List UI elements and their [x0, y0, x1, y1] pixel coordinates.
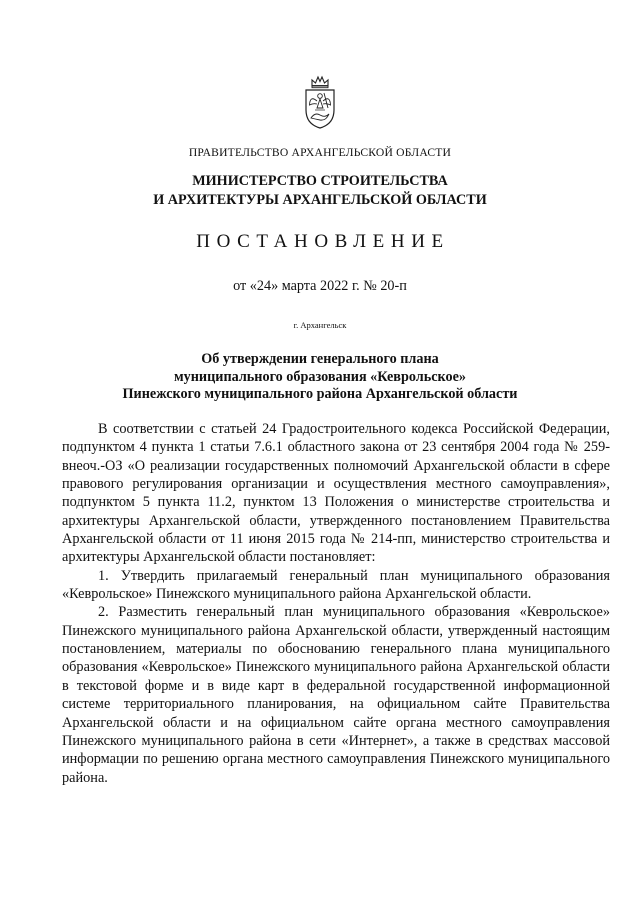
document-body — [62, 420, 610, 787]
subject-line2: муниципального образования «Кеврольское» — [174, 369, 466, 385]
government-name: ПРАВИТЕЛЬСТВО АРХАНГЕЛЬСКОЙ ОБЛАСТИ — [188, 146, 452, 159]
body-paragraph-item-1: 1. Утвердить прилагаемый генеральный план муниципального образования «Кеврольское» Пинежского муниципального района Архангельской области. — [62, 567, 610, 603]
body-paragraph-preamble: В соответствии с статьей 24 Градостроительного кодекса Российской Федерации, подпунктом 4 пункта 1 статьи 7.6.1 областного закона от 23 сентября 2004 года № 259-внеоч.-ОЗ «О реализации государственных полномочий Архангельской области в сфере правового регулирования организации и осуществления местного самоуправления», подпунктом 5 пункта 11.2, пунктом 13 Положения о министерстве строительства и архитектуры Архангельской области, утвержденного постановлением Правительства Архангельской области от 11 июня 2015 года № 214-пп, министерство строительства и архитектуры Архангельской области постановляет: — [62, 421, 610, 566]
ministry-name-line2: И АРХИТЕКТУРЫ АРХАНГЕЛЬСКОЙ ОБЛАСТИ — [153, 192, 487, 208]
ministry-name-line1: МИНИСТЕРСТВО СТРОИТЕЛЬСТВА — [192, 173, 448, 189]
coat-of-arms-icon — [303, 74, 337, 130]
subject-line3: Пинежского муниципального района Архангельской области — [122, 386, 518, 402]
document-city: г. Архангельск — [293, 320, 347, 330]
subject-line1: Об утверждении генерального плана — [201, 351, 439, 367]
document-type: ПОСТАНОВЛЕНИЕ — [196, 231, 450, 252]
body-paragraph-item-2: 2. Разместить генеральный план муниципального образования «Кеврольское» Пинежского муниципального района Архангельской области, утвержденный настоящим постановлением, материалы по обоснованию генерального плана муниципального образования «Кеврольское» Пинежского муниципального района Архангельской области в текстовой форме и в виде карт в федеральной государственной информационной системе территориального планирования, на официальном сайте Правительства Архангельской области и на официальном сайте органа местного самоуправления Пинежского муниципального района в сети «Интернет», а также в средствах массовой информации по решению органа местного самоуправления Пинежского муниципального района. — [62, 604, 610, 786]
document-date-number: от «24» марта 2022 г. № 20-п — [233, 278, 407, 294]
